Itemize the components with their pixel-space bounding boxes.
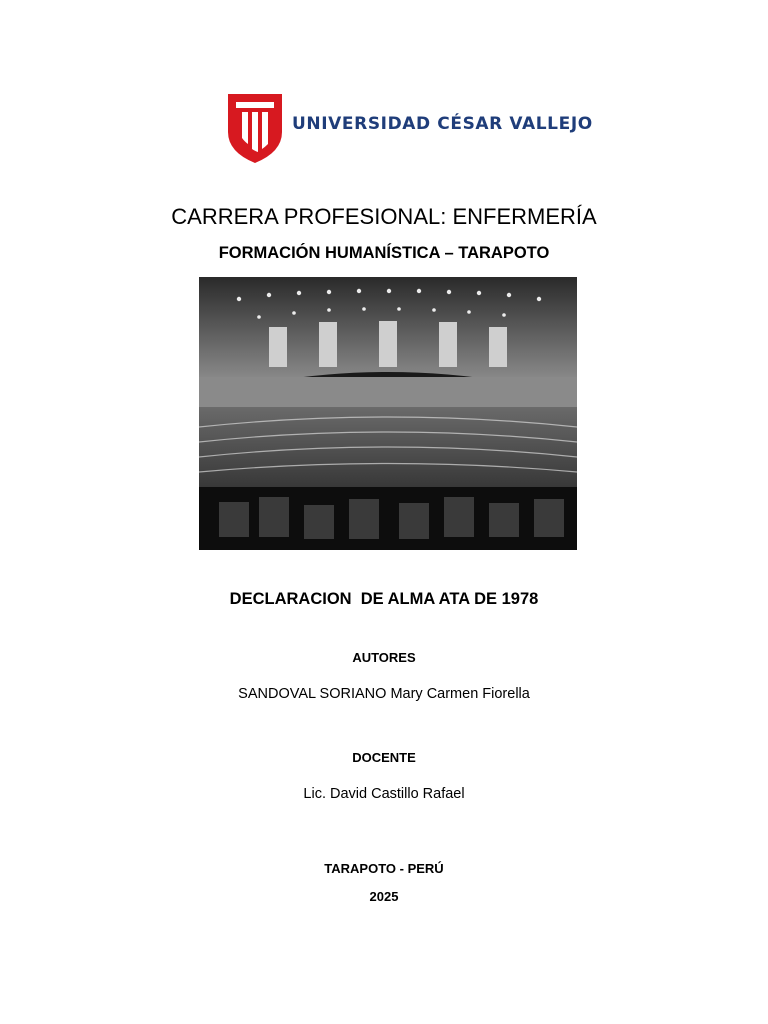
place: TARAPOTO - PERÚ: [324, 861, 444, 876]
course-subtitle: FORMACIÓN HUMANÍSTICA – TARAPOTO: [218, 244, 550, 262]
advisor-label: DOCENTE: [352, 750, 416, 765]
university-logo: [226, 92, 593, 166]
authors-name: SANDOVAL SORIANO Mary Carmen Fiorella: [238, 686, 530, 702]
year: 2025: [369, 889, 399, 904]
authors-label: AUTORES: [352, 650, 416, 665]
career-title: CARRERA PROFESIONAL: ENFERMERÍA: [171, 204, 597, 229]
assembly-hall-photo: [199, 277, 577, 550]
university-name: UNIVERSIDAD CÉSAR VALLEJO: [292, 114, 593, 134]
shield-icon: [226, 92, 284, 164]
advisor-name: Lic. David Castillo Rafael: [303, 786, 465, 802]
document-title: DECLARACION DE ALMA ATA DE 1978: [229, 590, 539, 608]
